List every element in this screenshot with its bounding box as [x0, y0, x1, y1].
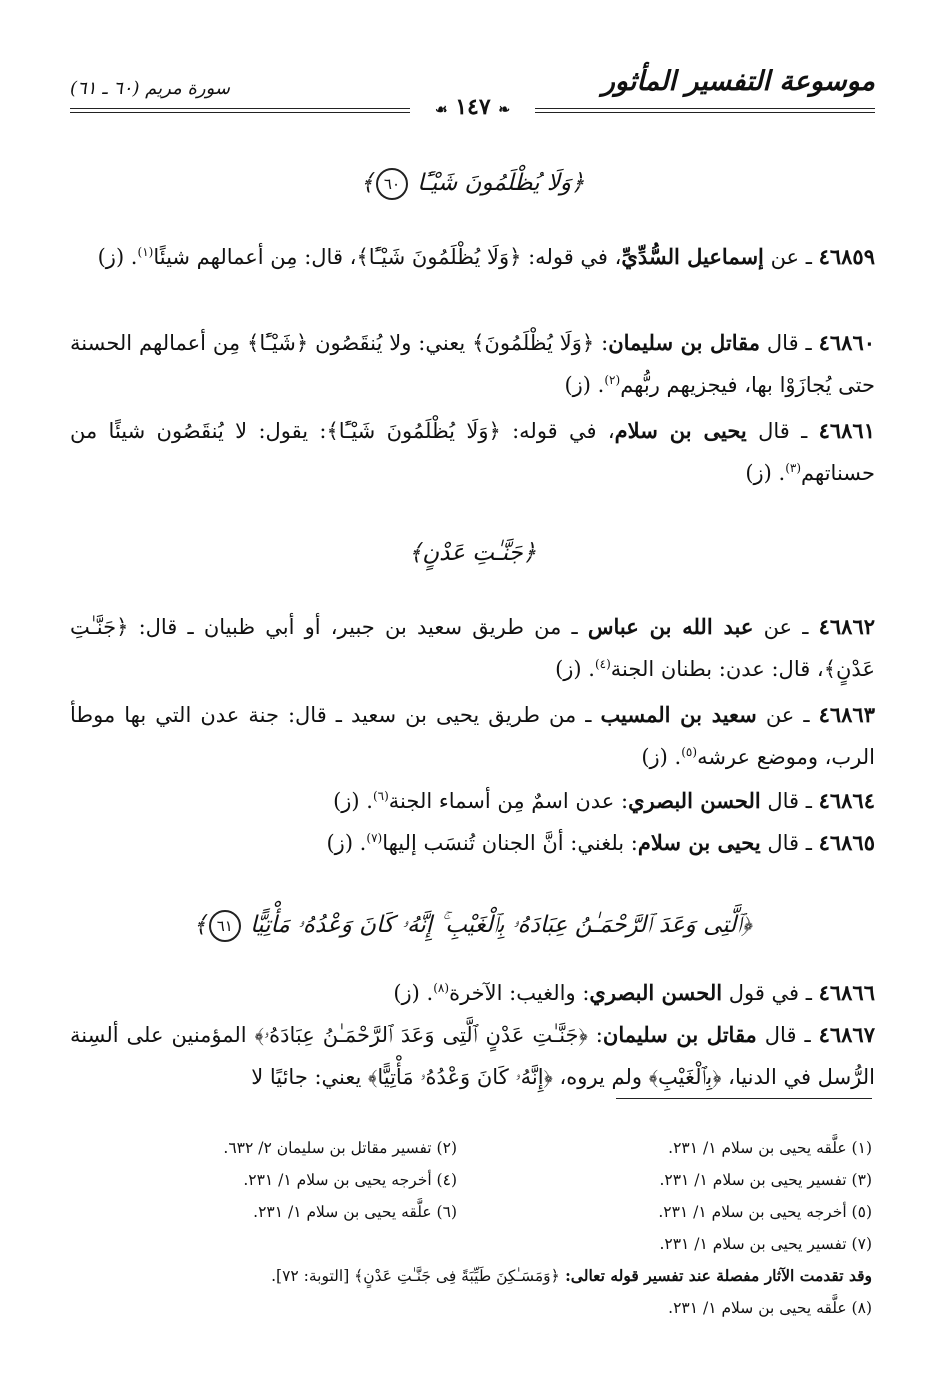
entry-intro: ـ قال — [756, 1023, 819, 1047]
entry-intro: ـ قال — [760, 789, 819, 813]
entry-text: ـ من طريق يحيى بن سعيد ـ قال: جنة عدن التي بها موطأ الرب، وموضع عرشه — [70, 703, 875, 769]
footnote-ref[interactable]: (٧) — [366, 831, 383, 845]
closing-bracket: ﴾ — [360, 170, 374, 196]
entry-number: ٤٦٨٦٦ — [818, 980, 875, 1005]
entry-number: ٤٦٨٦٠ — [818, 330, 876, 355]
verse-text: ﴿وَلَا يُظْلَمُونَ شَيْـًٔا — [417, 170, 585, 196]
entry-tail: . (ز) — [555, 657, 595, 681]
footnote-ref[interactable]: (٦) — [372, 789, 389, 803]
athar-entry — [70, 410, 875, 494]
athar-entry — [70, 322, 875, 406]
book-title: موسوعة التفسير المأثور — [601, 66, 875, 97]
header-rule-left — [70, 108, 410, 113]
note-reference: ﴿وَمَسَـٰكِنَ طَيِّبَةً فِى جَنَّـٰتِ عَدْنٍ﴾ [التوبة: ٧٢]. — [271, 1267, 560, 1285]
ayah-number-icon: ٦٠ — [376, 168, 408, 200]
surah-title: سورة مريم (٦٠ ـ ٦١) — [70, 78, 230, 99]
entry-number: ٤٦٨٦١ — [818, 418, 875, 443]
entry-text: : والغيب: الآخرة — [449, 981, 590, 1005]
entry-tail: . (ز) — [641, 745, 682, 769]
narrator-name: إسماعيل السُّدِّيِّ — [621, 244, 764, 269]
entry-text: ، في قوله: ﴿وَلَا يُظْلَمُونَ شَيْـًٔا﴾، قال: مِن أعمالهم شيئًا — [153, 245, 622, 269]
athar-entry — [70, 236, 875, 278]
entry-number: ٤٦٨٦٣ — [818, 702, 875, 727]
entry-tail: . (ز) — [333, 789, 373, 813]
entry-number: ٤٦٨٦٥ — [818, 830, 875, 855]
ayah-number-icon: ٦١ — [209, 910, 241, 942]
narrator-name: الحسن البصري — [589, 980, 723, 1005]
athar-entry — [70, 822, 875, 864]
entry-intro: ـ قال — [760, 831, 819, 855]
entry-number: ٤٦٨٥٩ — [818, 244, 875, 269]
entry-tail: . (ز) — [393, 981, 434, 1005]
footnote: (٢) تفسير مقاتل بن سليمان ٢/ ٦٣٢. — [223, 1139, 457, 1157]
verse-text: ﴿جَنَّـٰتِ عَدْنٍ﴾ — [408, 540, 537, 566]
entry-text: : ﴿وَلَا يُظْلَمُونَ﴾ يعني: ولا يُنقَصُون ﴿شَيْـًٔا﴾ مِن أعمالهم الحسنة حتى يُجازَوْا بها، فيجزيهم ربُّهم — [70, 331, 875, 397]
narrator-name: يحيى بن سلام — [637, 830, 761, 855]
entry-number: ٤٦٨٦٢ — [818, 614, 876, 639]
entry-text: ـ من طريق سعيد بن جبير، أو أبي ظبيان ـ قال: ﴿جَنَّـٰتِ عَدْنٍ﴾، قال: عدن: بطنان الجنة — [70, 615, 875, 681]
closing-bracket: ﴾ — [193, 912, 207, 938]
footnote-ref[interactable]: (١) — [137, 245, 154, 259]
ornament-icon: ❧ — [498, 102, 511, 118]
verse-heading — [70, 540, 875, 566]
header-rule-right — [535, 108, 875, 113]
verse-heading — [70, 168, 875, 200]
footnote: (٨) علَّقه يحيى بن سلام ١/ ٢٣١. — [668, 1299, 872, 1317]
entry-intro: ـ قال — [746, 419, 819, 443]
entry-intro: ـ قال — [760, 331, 819, 355]
entry-intro: ـ عن — [763, 245, 819, 269]
narrator-name: عبد الله بن عباس — [587, 614, 754, 639]
footnote: (٦) علَّقه يحيى بن سلام ١/ ٢٣١. — [253, 1203, 457, 1221]
footnote-note — [271, 1266, 872, 1286]
entry-text: ، في قوله: ﴿وَلَا يُظْلَمُونَ شَيْـًٔا﴾: يقول: لا يُنقَصُون شيئًا من حسناتهم — [70, 419, 875, 485]
footnote: (٥) أخرجه يحيى بن سلام ١/ ٢٣١. — [658, 1203, 872, 1221]
entry-number: ٤٦٨٦٧ — [818, 1022, 875, 1047]
footnote-separator — [616, 1098, 872, 1099]
footnote-ref[interactable]: (٣) — [785, 461, 802, 475]
narrator-name: يحيى بن سلام — [614, 418, 747, 443]
footnote-ref[interactable]: (٨) — [433, 981, 450, 995]
entry-text: : بلغني: أنَّ الجنان تُنسَب إليها — [382, 831, 638, 855]
page-number — [427, 94, 518, 120]
footnote: (٤) أخرجه يحيى بن سلام ١/ ٢٣١. — [243, 1171, 457, 1189]
entry-tail: . (ز) — [564, 373, 605, 397]
verse-heading — [70, 910, 875, 942]
entry-text: : عدن اسمٌ مِن أسماء الجنة — [388, 789, 629, 813]
page-header — [70, 64, 875, 120]
footnote: (٣) تفسير يحيى بن سلام ١/ ٢٣١. — [659, 1171, 872, 1189]
narrator-name: سعيد بن المسيب — [600, 702, 757, 727]
narrator-name: مقاتل بن سليمان — [602, 1022, 757, 1047]
entry-intro: ـ في قول — [722, 981, 819, 1005]
entry-tail: . (ز) — [97, 245, 138, 269]
footnote: (٧) تفسير يحيى بن سلام ١/ ٢٣١. — [659, 1235, 872, 1253]
narrator-name: مقاتل بن سليمان — [608, 330, 760, 355]
entry-intro: ـ عن — [756, 703, 819, 727]
entry-tail: . (ز) — [745, 461, 786, 485]
footnote: (١) علَّقه يحيى بن سلام ١/ ٢٣١. — [668, 1139, 872, 1157]
athar-entry — [70, 606, 875, 690]
athar-entry — [70, 1014, 875, 1098]
footnote-ref[interactable]: (٤) — [594, 657, 611, 671]
narrator-name: الحسن البصري — [628, 788, 761, 813]
athar-entry — [70, 780, 875, 822]
athar-entry — [70, 694, 875, 778]
ornament-icon: ☙ — [434, 102, 448, 118]
entry-tail: . (ز) — [326, 831, 367, 855]
entry-intro: ـ عن — [753, 615, 819, 639]
entry-text: : ﴿جَنَّـٰتِ عَدْنٍ ٱلَّتِى وَعَدَ ٱلرَّحْمَـٰنُ عِبَادَهُۥ﴾ المؤمنين على ألسِنة الرُّسل في الدنيا، ﴿بِٱلْغَيْبِ﴾ ولم يروه، ﴿إِنَّهُۥ كَانَ وَعْدُهُۥ مَأْتِيًّا﴾ يعني: جائيًا لا — [70, 1023, 875, 1089]
athar-entry — [70, 972, 875, 1014]
note-text: وقد تقدمت الآثار مفصلة عند تفسير قوله تعالى: — [559, 1266, 872, 1285]
footnote-ref[interactable]: (٢) — [604, 373, 621, 387]
verse-text: ﴿ٱلَّتِى وَعَدَ ٱلرَّحْمَـٰنُ عِبَادَهُۥ بِٱلْغَيْبِ ۚ إِنَّهُۥ كَانَ وَعْدُهُۥ مَأْتِيًّا — [250, 912, 752, 938]
page-number-value: ١٤٧ — [455, 94, 491, 120]
entry-number: ٤٦٨٦٤ — [818, 788, 875, 813]
footnote-ref[interactable]: (٥) — [681, 745, 698, 759]
